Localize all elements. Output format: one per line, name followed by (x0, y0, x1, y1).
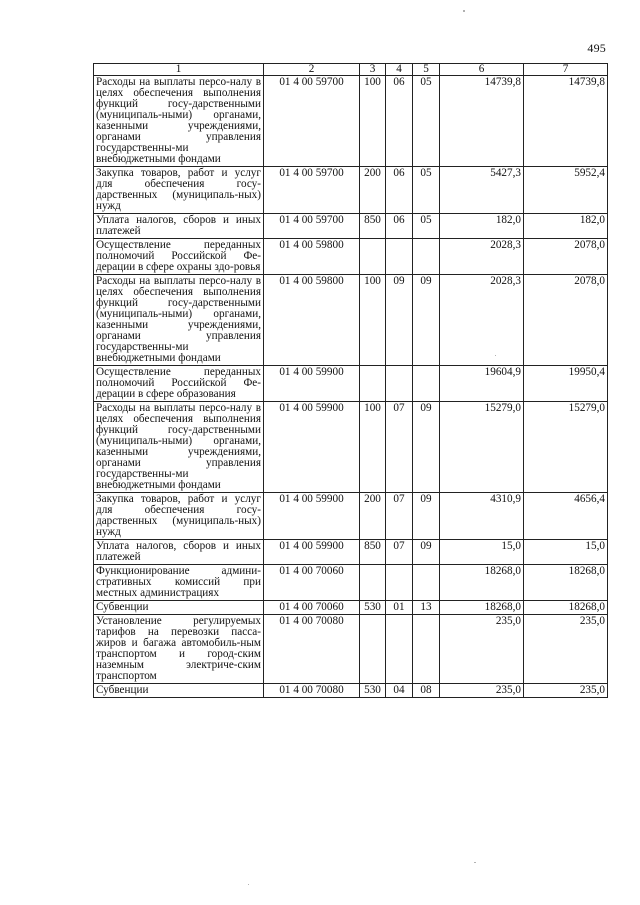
row-expense-type: 100 (360, 402, 386, 493)
row-section: 07 (386, 493, 413, 540)
row-subsection: 09 (413, 493, 440, 540)
row-expense-type: 530 (360, 684, 386, 698)
row-amount-col6: 15279,0 (440, 402, 524, 493)
row-code: 01 4 00 59900 (264, 366, 360, 402)
row-name: Закупка товаров, работ и услуг для обеспечения госу-дарственных (муниципаль-ных) нужд (94, 493, 264, 540)
table-row (94, 76, 608, 167)
row-expense-type (360, 239, 386, 275)
row-subsection (413, 366, 440, 402)
row-name: Расходы на выплаты персо-налу в целях обеспечения выполнения функций госу-дарственными (муниципаль-ными) органами, казенными учреждениями, органами управления государственны-ми внебюджетными фондами (94, 402, 264, 493)
table-row (94, 214, 608, 239)
row-amount-col7: 4656,4 (524, 493, 608, 540)
row-section (386, 239, 413, 275)
row-subsection: 09 (413, 402, 440, 493)
row-amount-col6: 235,0 (440, 684, 524, 698)
row-subsection (413, 239, 440, 275)
row-code: 01 4 00 59900 (264, 402, 360, 493)
row-code: 01 4 00 59900 (264, 493, 360, 540)
scan-speck (474, 862, 476, 863)
row-name: Субвенции (94, 601, 264, 615)
row-subsection: 09 (413, 275, 440, 366)
row-name: Закупка товаров, работ и услуг для обеспечения госу-дарственных (муниципаль-ных) нужд (94, 167, 264, 214)
row-amount-col6: 2028,3 (440, 239, 524, 275)
row-code: 01 4 00 59700 (264, 167, 360, 214)
row-amount-col6: 15,0 (440, 540, 524, 565)
row-amount-col6: 4310,9 (440, 493, 524, 540)
row-name: Уплата налогов, сборов и иных платежей (94, 214, 264, 239)
budget-table (93, 63, 608, 698)
row-amount-col7: 19950,4 (524, 366, 608, 402)
row-section: 06 (386, 76, 413, 167)
row-code: 01 4 00 59800 (264, 239, 360, 275)
table-row (94, 601, 608, 615)
row-expense-type: 530 (360, 601, 386, 615)
table-row (94, 493, 608, 540)
row-amount-col6: 235,0 (440, 615, 524, 684)
row-expense-type: 100 (360, 275, 386, 366)
table-row (94, 684, 608, 698)
row-subsection: 05 (413, 214, 440, 239)
row-section: 07 (386, 402, 413, 493)
table-row (94, 565, 608, 601)
row-section: 09 (386, 275, 413, 366)
table-row (94, 402, 608, 493)
row-name: Расходы на выплаты персо-налу в целях обеспечения выполнения функций госу-дарственными (муниципаль-ными) органами, казенными учреждениями, органами управления государственны-ми внебюджетными фондами (94, 76, 264, 167)
row-expense-type: 850 (360, 214, 386, 239)
row-section (386, 565, 413, 601)
column-header: 5 (413, 64, 440, 76)
table-row (94, 615, 608, 684)
scan-speck (463, 10, 465, 12)
row-code: 01 4 00 70080 (264, 615, 360, 684)
row-amount-col7: 15,0 (524, 540, 608, 565)
row-expense-type (360, 565, 386, 601)
row-section: 04 (386, 684, 413, 698)
scan-speck (248, 884, 249, 885)
column-header: 4 (386, 64, 413, 76)
page-number: 495 (587, 41, 606, 55)
row-amount-col7: 18268,0 (524, 601, 608, 615)
row-amount-col7: 5952,4 (524, 167, 608, 214)
column-header: 7 (524, 64, 608, 76)
header-row (94, 64, 608, 76)
row-amount-col7: 2078,0 (524, 275, 608, 366)
column-header: 6 (440, 64, 524, 76)
row-expense-type: 100 (360, 76, 386, 167)
row-expense-type: 200 (360, 493, 386, 540)
row-name: Субвенции (94, 684, 264, 698)
row-code: 01 4 00 70060 (264, 565, 360, 601)
row-name: Уплата налогов, сборов и иных платежей (94, 540, 264, 565)
row-name: Установление регулируемых тарифов на перевозки пасса-жиров и багажа автомобиль-ным транспортом и город-ским наземным электриче-ским транспортом (94, 615, 264, 684)
table-row (94, 366, 608, 402)
row-amount-col6: 182,0 (440, 214, 524, 239)
table-row (94, 167, 608, 214)
row-amount-col7: 14739,8 (524, 76, 608, 167)
row-amount-col7: 2078,0 (524, 239, 608, 275)
row-expense-type: 200 (360, 167, 386, 214)
table-row (94, 275, 608, 366)
row-amount-col6: 14739,8 (440, 76, 524, 167)
row-name: Осуществление переданных полномочий Российской Фе-дерации в сфере охраны здо-ровья (94, 239, 264, 275)
row-amount-col7: 235,0 (524, 615, 608, 684)
row-amount-col6: 5427,3 (440, 167, 524, 214)
row-expense-type (360, 615, 386, 684)
row-expense-type: 850 (360, 540, 386, 565)
row-subsection: 05 (413, 76, 440, 167)
scan-speck (495, 355, 496, 356)
row-amount-col7: 15279,0 (524, 402, 608, 493)
row-amount-col7: 182,0 (524, 214, 608, 239)
table-row (94, 239, 608, 275)
row-amount-col6: 19604,9 (440, 366, 524, 402)
row-section: 06 (386, 214, 413, 239)
row-subsection: 05 (413, 167, 440, 214)
row-amount-col6: 18268,0 (440, 565, 524, 601)
row-amount-col7: 18268,0 (524, 565, 608, 601)
table-row (94, 540, 608, 565)
row-subsection: 08 (413, 684, 440, 698)
row-subsection (413, 565, 440, 601)
row-code: 01 4 00 59900 (264, 540, 360, 565)
row-amount-col7: 235,0 (524, 684, 608, 698)
row-subsection (413, 615, 440, 684)
row-subsection: 13 (413, 601, 440, 615)
row-section: 01 (386, 601, 413, 615)
row-section: 06 (386, 167, 413, 214)
column-header: 1 (94, 64, 264, 76)
row-amount-col6: 2028,3 (440, 275, 524, 366)
row-name: Расходы на выплаты персо-налу в целях обеспечения выполнения функций госу-дарственными (муниципаль-ными) органами, казенными учреждениями, органами управления государственны-ми внебюджетными фондами (94, 275, 264, 366)
row-name: Осуществление переданных полномочий Российской Фе-дерации в сфере образования (94, 366, 264, 402)
row-name: Функционирование админи-стративных комиссий при местных администрациях (94, 565, 264, 601)
row-code: 01 4 00 59700 (264, 214, 360, 239)
row-code: 01 4 00 59800 (264, 275, 360, 366)
row-section (386, 615, 413, 684)
column-header: 3 (360, 64, 386, 76)
row-code: 01 4 00 59700 (264, 76, 360, 167)
row-section: 07 (386, 540, 413, 565)
row-section (386, 366, 413, 402)
row-expense-type (360, 366, 386, 402)
row-code: 01 4 00 70080 (264, 684, 360, 698)
column-header: 2 (264, 64, 360, 76)
row-subsection: 09 (413, 540, 440, 565)
row-code: 01 4 00 70060 (264, 601, 360, 615)
row-amount-col6: 18268,0 (440, 601, 524, 615)
